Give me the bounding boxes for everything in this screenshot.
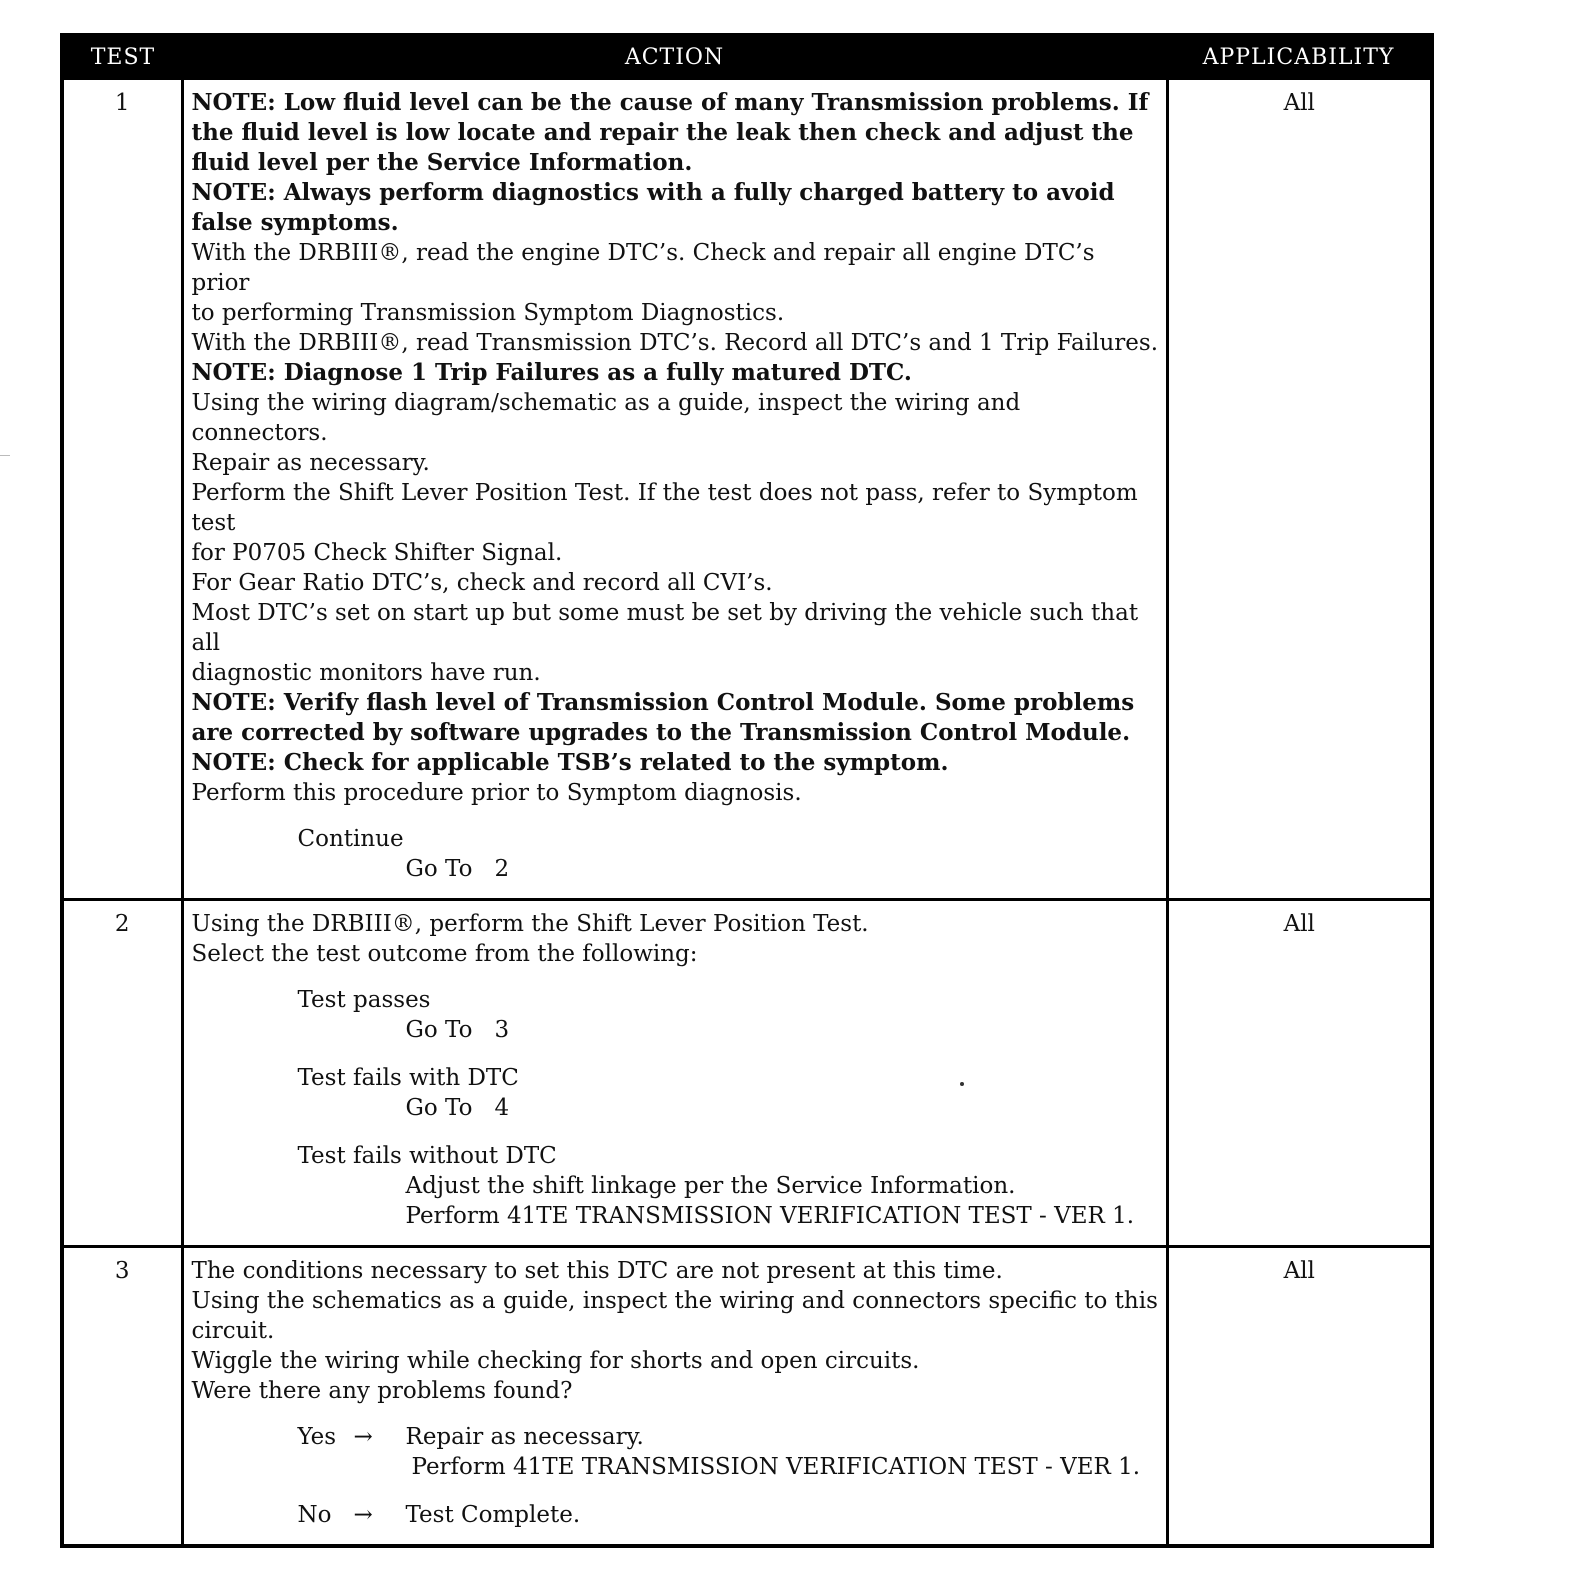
instruction-line: for P0705 Check Shifter Signal. [191, 540, 563, 566]
goto-word: Go To [405, 1095, 473, 1121]
instruction-line: circuit. [191, 1318, 275, 1344]
outcome-fails-without-dtc [192, 1141, 1160, 1231]
answer-label: No [297, 1502, 332, 1528]
instruction-line: Wiggle the wiring while checking for shorts and open circuits. [191, 1348, 920, 1374]
outcome-result: Adjust the shift linkage per the Service Information. [405, 1173, 1016, 1199]
instruction-line: Most DTC’s set on start up but some must be set by driving the vehicle such that all [191, 600, 1139, 656]
test-row-1 [62, 79, 1432, 900]
note-line: the fluid level is low locate and repair the leak then check and adjust the [191, 119, 1134, 146]
note-line: NOTE: Diagnose 1 Trip Failures as a fully matured DTC. [191, 359, 912, 386]
instruction-line: With the DRBIII®, read Transmission DTC’s. Record all DTC’s and 1 Trip Failures. [191, 330, 1159, 356]
instruction-line: Repair as necessary. [191, 450, 430, 476]
diagnostic-page [60, 33, 1430, 1548]
action-cell [182, 79, 1167, 900]
goto-link[interactable] [192, 1015, 1160, 1045]
answer-row [192, 1500, 1160, 1530]
answer-label: Yes [297, 1424, 337, 1450]
applicability-value: All [1167, 79, 1432, 900]
goto-target: 4 [494, 1095, 510, 1121]
outcome-label: Continue [297, 826, 404, 852]
arrow-icon: → [353, 1502, 373, 1528]
instruction-line: With the DRBIII®, read the engine DTC’s. Check and repair all engine DTC’s prior [191, 240, 1095, 296]
instruction-line: Using the schematics as a guide, inspect the wiring and connectors specific to this [191, 1288, 1158, 1314]
answer-row [192, 1422, 1160, 1452]
outcome-label: Test fails without DTC [297, 1143, 557, 1169]
applicability-value: All [1167, 1247, 1432, 1547]
answer-yes [192, 1422, 1160, 1482]
test-row-3 [62, 1247, 1432, 1547]
arrow-icon: → [353, 1424, 373, 1450]
question-line: Were there any problems found? [191, 1378, 573, 1404]
outcome-list [192, 985, 1160, 1231]
answer-result: Repair as necessary. [405, 1424, 644, 1450]
outcome-fails-with-dtc [192, 1063, 1160, 1123]
outcome-continue [192, 824, 1160, 884]
test-number: 2 [62, 900, 182, 1247]
instruction-line: For Gear Ratio DTC’s, check and record all CVI’s. [191, 570, 773, 596]
note-line: NOTE: Check for applicable TSB’s related to the symptom. [191, 749, 949, 776]
answer-result: Test Complete. [405, 1502, 581, 1528]
instruction-line: The conditions necessary to set this DTC are not present at this time. [191, 1258, 1003, 1284]
goto-target: 3 [494, 1017, 510, 1043]
instruction-line: Using the DRBIII®, perform the Shift Lever Position Test. [191, 911, 869, 937]
verification-test-link[interactable]: Perform 41TE TRANSMISSION VERIFICATION TEST - VER 1. [405, 1203, 1135, 1229]
applicability-value: All [1167, 900, 1432, 1247]
instruction-line: Perform the Shift Lever Position Test. If the test does not pass, refer to Symptom test [191, 480, 1138, 536]
instruction-line: Using the wiring diagram/schematic as a guide, inspect the wiring and connectors. [191, 390, 1021, 446]
instruction-line: Perform this procedure prior to Symptom diagnosis. [191, 780, 802, 806]
instruction-line: Select the test outcome from the following: [191, 941, 698, 967]
outcome-list [192, 824, 1160, 884]
stray-mark [960, 1082, 964, 1086]
goto-link[interactable] [192, 1093, 1160, 1123]
action-cell [182, 1247, 1167, 1547]
test-number: 3 [62, 1247, 182, 1547]
outcome-test-passes [192, 985, 1160, 1045]
margin-mark [0, 455, 10, 456]
action-cell [182, 900, 1167, 1247]
header-test: TEST [62, 35, 182, 79]
goto-word: Go To [405, 1017, 473, 1043]
answer-no [192, 1500, 1160, 1530]
test-number: 1 [62, 79, 182, 900]
note-line: false symptoms. [191, 209, 399, 236]
instruction-line: to performing Transmission Symptom Diagnostics. [191, 300, 785, 326]
goto-target: 2 [494, 856, 510, 882]
instruction-line: diagnostic monitors have run. [191, 660, 541, 686]
test-row-2 [62, 900, 1432, 1247]
note-line: NOTE: Verify flash level of Transmission Control Module. Some problems [191, 689, 1135, 716]
answer-list [192, 1422, 1160, 1530]
note-line: NOTE: Low fluid level can be the cause of many Transmission problems. If [191, 89, 1149, 116]
outcome-label: Test passes [297, 987, 431, 1013]
diagnostic-test-table [60, 33, 1434, 1548]
header-applicability: APPLICABILITY [1167, 35, 1432, 79]
note-line: are corrected by software upgrades to the Transmission Control Module. [191, 719, 1131, 746]
goto-word: Go To [405, 856, 473, 882]
verification-test-link[interactable]: Perform 41TE TRANSMISSION VERIFICATION TEST - VER 1. [411, 1454, 1141, 1480]
table-header-row [62, 35, 1432, 79]
header-action: ACTION [182, 35, 1167, 79]
goto-link[interactable] [192, 854, 1160, 884]
note-line: NOTE: Always perform diagnostics with a fully charged battery to avoid [191, 179, 1115, 206]
outcome-label: Test fails with DTC [297, 1065, 519, 1091]
note-line: fluid level per the Service Information. [191, 149, 693, 176]
